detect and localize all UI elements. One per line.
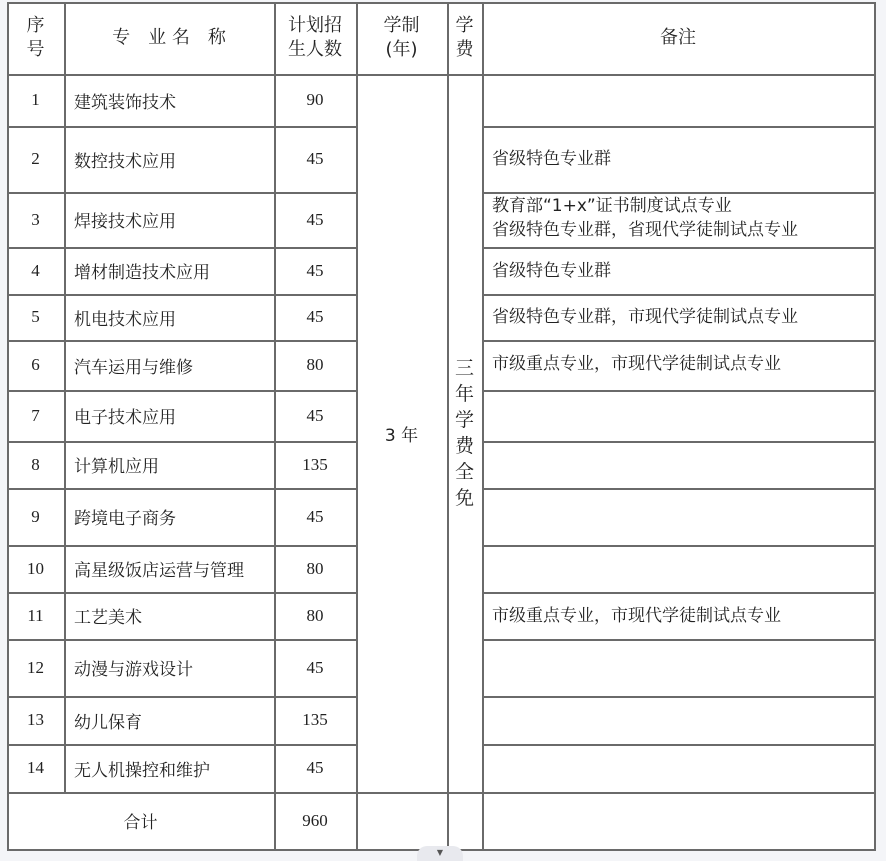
row-enrollment: 45 bbox=[306, 405, 324, 425]
table-rule bbox=[482, 390, 876, 392]
row-index: 12 bbox=[27, 657, 44, 677]
tuition-char: 年 bbox=[454, 383, 474, 405]
table-rule bbox=[7, 792, 358, 794]
row-major-name: 增材制造技术应用 bbox=[74, 263, 210, 283]
row-index: 13 bbox=[27, 710, 44, 729]
table-rule bbox=[7, 294, 358, 296]
row-index: 5 bbox=[31, 307, 40, 326]
row-remarks bbox=[482, 247, 874, 294]
table-rule bbox=[7, 192, 358, 194]
row-remarks bbox=[482, 792, 874, 849]
row-major-name: 机电技术应用 bbox=[74, 309, 176, 330]
row-index: 3 bbox=[31, 209, 40, 229]
table-rule bbox=[64, 2, 66, 794]
row-index: 14 bbox=[27, 758, 44, 777]
header-tuition: 学 费 bbox=[455, 15, 474, 60]
row-remarks bbox=[482, 744, 874, 792]
scroll-down-button[interactable] bbox=[417, 846, 463, 861]
remark-line: 市级重点专业，市现代学徒制试点专业 bbox=[492, 354, 781, 374]
table-rule bbox=[482, 696, 876, 698]
table-rule bbox=[482, 294, 876, 296]
table-rule bbox=[482, 488, 876, 490]
tuition-merged-cell bbox=[447, 74, 482, 792]
row-enrollment: 45 bbox=[306, 506, 324, 526]
header-remarks: 备注 bbox=[660, 27, 696, 48]
row-remarks bbox=[482, 592, 874, 639]
row-enrollment: 45 bbox=[306, 149, 324, 168]
table-rule bbox=[7, 441, 358, 443]
table-rule bbox=[7, 390, 358, 392]
remark-line: 省级特色专业群 bbox=[492, 260, 611, 281]
row-enrollment: 80 bbox=[306, 355, 324, 374]
row-index: 10 bbox=[27, 558, 44, 578]
row-index: 7 bbox=[31, 405, 40, 425]
row-major-name: 计算机应用 bbox=[74, 457, 159, 477]
row-major-name: 工艺美术 bbox=[74, 608, 142, 628]
row-index: 1 bbox=[31, 90, 40, 109]
row-major-name: 无人机操控和维护 bbox=[74, 760, 210, 781]
table-rule bbox=[482, 639, 876, 641]
row-enrollment: 135 bbox=[302, 454, 328, 474]
table-rule bbox=[7, 2, 876, 4]
row-index: 4 bbox=[31, 260, 40, 280]
table-rule bbox=[482, 2, 484, 851]
table-rule bbox=[482, 247, 876, 249]
total-label: 合计 bbox=[123, 813, 158, 833]
row-enrollment: 90 bbox=[306, 90, 324, 109]
remark-line: 市级重点专业，市现代学徒制试点专业 bbox=[492, 605, 781, 626]
row-major-name: 数控技术应用 bbox=[74, 151, 176, 172]
row-major-name: 焊接技术应用 bbox=[74, 212, 176, 232]
table-rule bbox=[482, 126, 876, 128]
row-remarks bbox=[482, 390, 874, 441]
table-rule bbox=[7, 545, 358, 547]
row-index: 6 bbox=[31, 355, 40, 374]
table-rule bbox=[7, 639, 358, 641]
row-major-name: 汽车运用与维修 bbox=[74, 357, 193, 378]
table-rule bbox=[482, 192, 876, 194]
table-rule bbox=[482, 340, 876, 342]
row-enrollment: 80 bbox=[306, 605, 324, 625]
row-remarks bbox=[482, 441, 874, 488]
table-rule bbox=[7, 592, 358, 594]
table-rule bbox=[274, 2, 276, 851]
tuition-char: 三 bbox=[454, 357, 474, 379]
table-rule bbox=[7, 247, 358, 249]
table-rule bbox=[482, 592, 876, 594]
table-rule bbox=[482, 441, 876, 443]
duration-merged-cell: 3 年 bbox=[384, 425, 419, 446]
row-enrollment: 80 bbox=[306, 558, 324, 578]
table-rule bbox=[447, 2, 449, 851]
row-index: 8 bbox=[31, 454, 40, 474]
row-remarks bbox=[482, 126, 874, 192]
remark-line: 省级特色专业群，市现代学徒制试点专业 bbox=[492, 307, 798, 327]
tuition-char: 费 bbox=[454, 435, 474, 457]
header-major-name: 专 业 名 称 bbox=[112, 27, 226, 48]
table-rule bbox=[7, 126, 358, 128]
header-index: 序 号 bbox=[26, 15, 45, 60]
enrollment-table bbox=[7, 2, 874, 850]
row-remarks bbox=[482, 340, 874, 390]
row-remarks bbox=[482, 488, 874, 545]
tuition-char: 全 bbox=[454, 461, 474, 483]
row-major-name: 电子技术应用 bbox=[74, 408, 176, 428]
header-enrollment: 计划招 生人数 bbox=[288, 15, 342, 60]
table-rule bbox=[482, 545, 876, 547]
row-major-name: 高星级饭店运营与管理 bbox=[74, 561, 244, 581]
row-enrollment: 45 bbox=[306, 260, 324, 280]
row-index: 11 bbox=[27, 605, 44, 625]
tuition-char: 学 bbox=[454, 409, 474, 431]
table-rule bbox=[7, 744, 358, 746]
row-enrollment: 45 bbox=[306, 307, 324, 326]
table-rule bbox=[356, 2, 358, 851]
row-enrollment: 135 bbox=[302, 710, 328, 729]
row-major-name: 建筑装饰技术 bbox=[74, 92, 176, 113]
row-remarks bbox=[482, 639, 874, 696]
row-enrollment: 45 bbox=[306, 758, 324, 777]
row-major-name: 跨境电子商务 bbox=[74, 509, 176, 529]
row-remarks bbox=[482, 192, 874, 247]
remark-line: 省级特色专业群，省现代学徒制试点专业 bbox=[492, 220, 798, 240]
row-index: 2 bbox=[31, 149, 40, 168]
row-enrollment: 45 bbox=[306, 657, 324, 677]
row-major-name: 幼儿保育 bbox=[74, 712, 142, 733]
tuition-char: 免 bbox=[454, 487, 474, 509]
total-count: 960 bbox=[302, 810, 328, 830]
table-rule bbox=[874, 2, 876, 851]
table-rule bbox=[7, 488, 358, 490]
row-major-name: 动漫与游戏设计 bbox=[74, 660, 193, 680]
remark-line: 省级特色专业群 bbox=[492, 149, 611, 169]
table-rule bbox=[7, 340, 358, 342]
table-rule bbox=[482, 744, 876, 746]
remark-line: 教育部“1+x”证书制度试点专业 bbox=[492, 196, 732, 216]
table-rule bbox=[7, 2, 9, 851]
table-rule bbox=[482, 792, 876, 794]
table-rule bbox=[356, 792, 484, 794]
table-rule bbox=[7, 696, 358, 698]
row-enrollment: 45 bbox=[306, 209, 324, 229]
row-remarks bbox=[482, 294, 874, 340]
table-rule bbox=[7, 74, 876, 76]
row-index: 9 bbox=[31, 506, 40, 526]
row-remarks bbox=[482, 696, 874, 744]
triangle-down-icon: ▼ bbox=[436, 848, 444, 857]
header-duration: 学制 (年) bbox=[383, 15, 420, 60]
row-remarks bbox=[482, 74, 874, 126]
row-remarks bbox=[482, 545, 874, 592]
